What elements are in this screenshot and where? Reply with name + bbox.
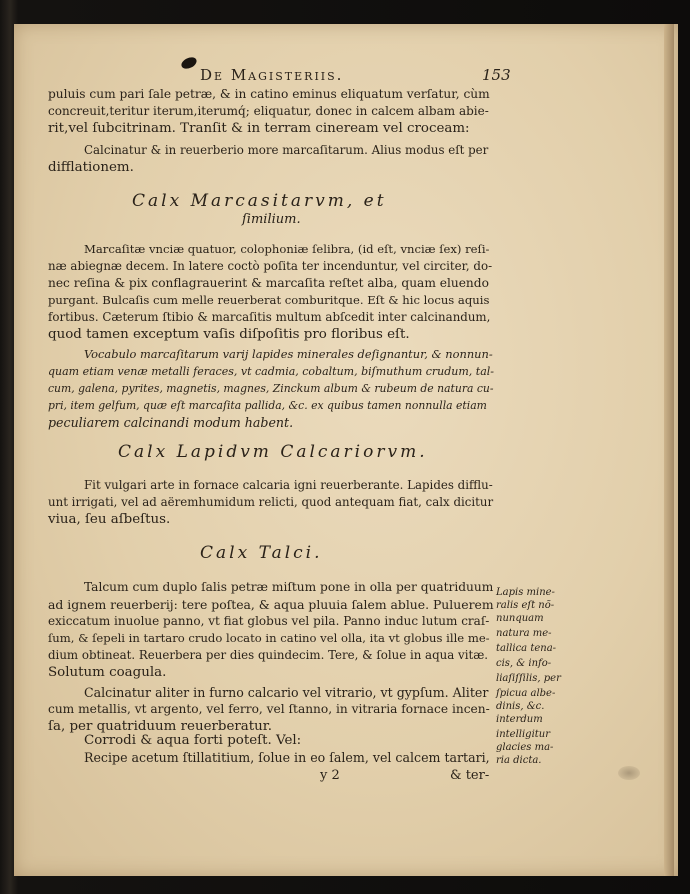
text-line: Calcinatur aliter in furno calcario vel vitrario, vt gypſum. Aliter	[84, 685, 489, 700]
text-line: exiccatum inuolue panno, vt fiat globus vel pila. Panno induc lutum craſ-	[48, 614, 490, 628]
stain	[618, 766, 640, 780]
text-line: Recipe acetum ſtillatitium, ſolue in eo ſalem, vel calcem tartari,	[84, 750, 490, 765]
margin-note-line: ria dicta.	[496, 755, 542, 766]
text-line: viua, ſeu aſbeſtus.	[48, 512, 171, 527]
margin-note-line: cis, & info-	[496, 658, 552, 669]
text-line: rit,vel ſubcitrinam. Tranſit & in terram cineream vel croceam:	[48, 121, 470, 136]
text-line: Solutum coagula.	[48, 665, 167, 680]
text-line: Marcaſitæ vnciæ quatuor, colophoniæ ſelibra, (id eſt, vnciæ ſex) reſi-	[84, 242, 490, 256]
text-line: puluis cum pari ſale petræ, & in catino eminus eliquatum verſatur, cùm	[48, 87, 490, 101]
text-line: dium obtineat. Reuerbera per dies quindecim. Tere, & ſolue in aqua vitæ.	[48, 648, 489, 662]
margin-note-line: interdum	[496, 714, 543, 725]
text-line: quod tamen exceptum vaſis diſpoſitis pro floribus eſt.	[48, 327, 410, 342]
text-line: Corrodi & aqua forti poteſt. Vel:	[84, 733, 302, 748]
text-line: nec reſina & pix conflagrauerint & marcaſita reſtet alba, quam eluendo	[48, 276, 489, 290]
page-edge	[664, 24, 674, 876]
margin-note-line: dinis, &c.	[496, 701, 545, 712]
margin-note-line: glacies ma-	[496, 742, 554, 753]
text-line: Fit vulgari arte in fornace calcaria igni reuerberante. Lapides difflu-	[84, 478, 493, 492]
text-line: næ abiegnæ decem. In latere coctò poſita ter incenduntur, vel circiter, do-	[48, 259, 493, 273]
catchword: & ter-	[450, 768, 490, 783]
note-line: peculiarem calcinandi modum habent.	[48, 415, 294, 430]
margin-note-line: ralis eſt nõ-	[496, 600, 555, 611]
page-number: 153	[482, 66, 511, 84]
margin-note-line: natura me-	[496, 628, 552, 639]
running-header: De Magisteriis.	[200, 66, 344, 84]
text-line: Calcinatur & in reuerberio more marcaſitarum. Alius modus eſt per	[84, 143, 489, 157]
text-line: purgant. Bulcaſis cum melle reuerberat comburitque. Eſt & hic locus aquis	[48, 293, 490, 307]
note-line: pri, item gelfum, quæ eſt marcaſita pallida, &c. ex quibus tamen nonnulla etiam	[48, 399, 487, 412]
text-line: fortibus. Cæterum ſtibio & marcaſitis multum abſcedit inter calcinandum,	[48, 310, 491, 324]
text-line: ſa, per quatriduum reuerberatur.	[48, 719, 272, 734]
margin-note-line: nunquam	[496, 613, 544, 624]
note-line: Vocabulo marcaſitarum varij lapides minerales deſignantur, & nonnun-	[84, 347, 493, 361]
section-heading: Calx Talci.	[200, 543, 323, 563]
text-line: cum metallis, vt argento, vel ferro, vel ſtanno, in vitraria fornace incen-	[48, 702, 490, 716]
note-line: quam etiam venæ metalli feraces, vt cadmia, cobaltum, biſmuthum crudum, tal-	[48, 365, 495, 378]
text-line: ſum, & ſepeli in tartaro crudo locato in catino vel olla, ita vt globus ille me-	[48, 631, 490, 645]
text-line: Talcum cum duplo ſalis petræ miſtum pone in olla per quatriduum	[84, 580, 494, 594]
note-line: cum, galena, pyrites, magnetis, magnes, Zinckum album & rubeum de natura cu-	[48, 382, 494, 395]
margin-note-line: intelligitur	[496, 729, 551, 740]
margin-note-line: Lapis mine-	[496, 587, 555, 598]
section-heading: Calx Marcasitarvm, et	[132, 191, 387, 211]
section-heading: Calx Lapidvm Calcariorvm.	[118, 442, 428, 462]
margin-note-line: ſpicua albe-	[496, 688, 556, 699]
margin-note-line: liaſiſſilis, per	[496, 673, 561, 684]
signature-mark: y 2	[320, 768, 340, 783]
text-line: concreuit,teritur iterum,iterumq́; eliquatur, donec in calcem albam abie-	[48, 104, 489, 118]
text-line: unt irrigati, vel ad aëremhumidum relicti, quod antequam fiat, calx dicitur	[48, 495, 494, 509]
text-line: ad ignem reuerberij: tere poſtea, & aqua pluuia ſalem ablue. Puluerem	[48, 597, 494, 612]
section-subheading: ſimilium.	[242, 212, 301, 227]
margin-note-line: tallica tena-	[496, 643, 557, 654]
text-line: difflationem.	[48, 160, 134, 175]
